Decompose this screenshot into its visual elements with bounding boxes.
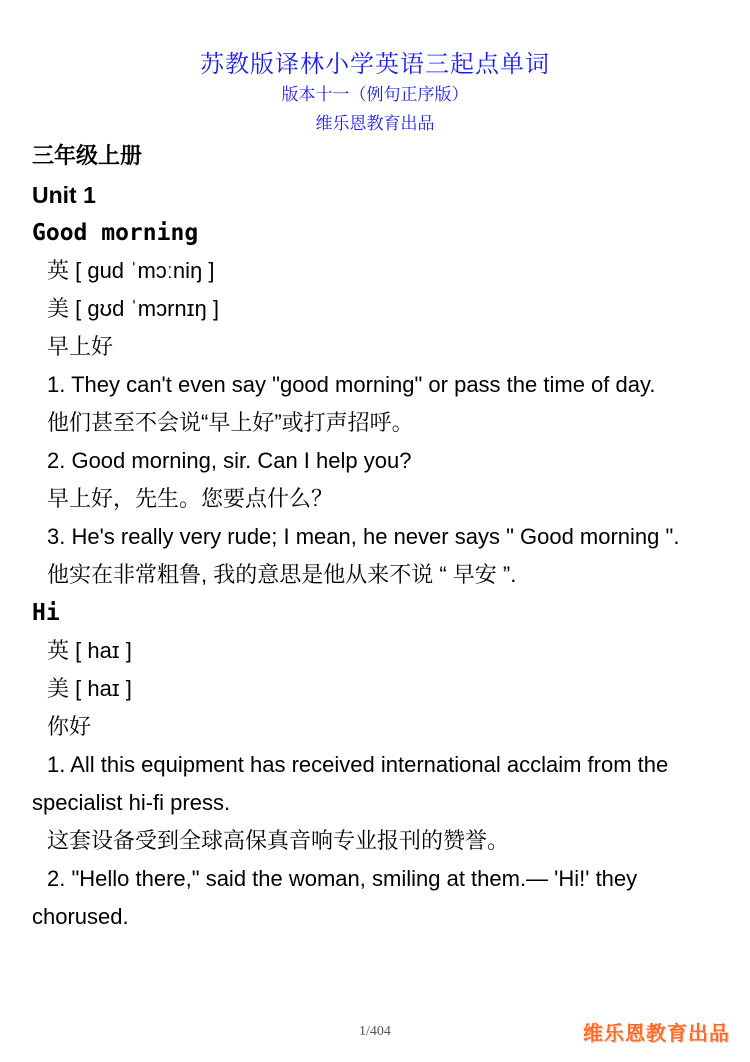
page-number: 1/404: [359, 1024, 391, 1039]
uk-pronunciation: 英 [ gud ˈmɔːniŋ ]: [47, 258, 215, 283]
document-title: 苏教版译林小学英语三起点单词: [200, 51, 550, 78]
entry-meaning: 早上好: [47, 334, 114, 359]
example-english: 1. All this equipment has received international acclaim from the specialist hi-fi press.: [32, 752, 669, 815]
us-pronunciation: 美 [ gʊd ˈmɔrnɪŋ ]: [47, 296, 219, 321]
section-heading: 三年级上册: [32, 144, 143, 169]
example-chinese: 他实在非常粗鲁, 我的意思是他从来不说 “ 早安 ”.: [47, 562, 517, 587]
example-english: 1. They can't even say "good morning" or pass the time of day.: [47, 372, 656, 397]
vocab-entry: [32, 594, 722, 936]
entry-word: Hi: [32, 600, 60, 626]
vocab-entry: [32, 214, 722, 594]
publisher-watermark: 维乐恩教育出品: [583, 1021, 730, 1045]
us-pronunciation: 美 [ haɪ ]: [47, 676, 132, 701]
example-chinese: 这套设备受到全球高保真音响专业报刊的赞誉。: [47, 828, 510, 853]
example-english: 3. He's really very rude; I mean, he never says " Good morning ".: [47, 524, 680, 549]
example-chinese: 他们甚至不会说“早上好”或打声招呼。: [47, 410, 414, 435]
example-english: 2. Good morning, sir. Can I help you?: [47, 448, 412, 473]
example-english: 2. "Hello there," said the woman, smiling at them.— 'Hi!' they chorused.: [32, 866, 638, 929]
uk-pronunciation: 英 [ haɪ ]: [47, 638, 132, 663]
example-chinese: 早上好，先生。您要点什么？: [47, 486, 334, 511]
entry-meaning: 你好: [47, 714, 92, 739]
entry-word: Good morning: [32, 220, 199, 246]
document-publisher: 维乐恩教育出品: [315, 114, 435, 133]
document-subtitle: 版本十一（例句正序版）: [281, 85, 469, 104]
unit-heading: Unit 1: [32, 182, 96, 208]
vocabulary-content: [32, 138, 722, 936]
